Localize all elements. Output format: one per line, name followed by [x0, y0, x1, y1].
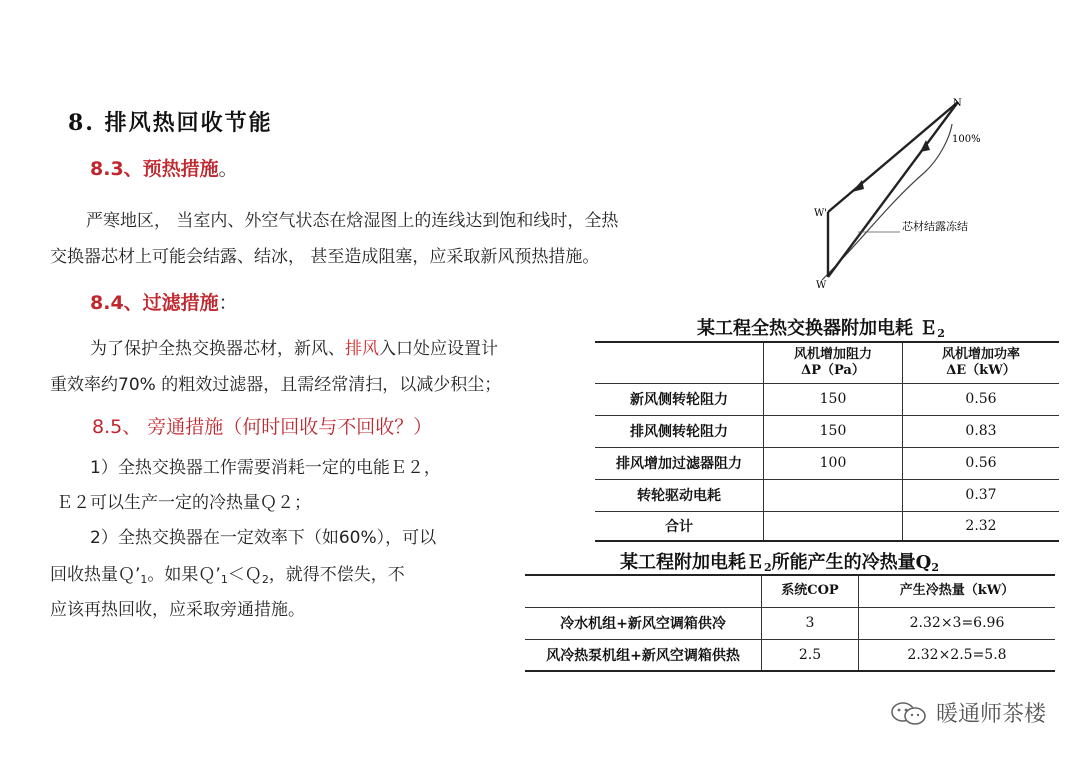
line4-sub1: 1	[140, 573, 148, 586]
t2-r0-cop: 3	[762, 607, 859, 639]
table-row	[595, 447, 1059, 479]
t1-r4-dp	[764, 511, 903, 541]
table2-caption	[620, 548, 939, 574]
section-8-3-title-tail: 。	[218, 158, 238, 180]
label-n: N	[953, 98, 962, 109]
section-8-5-line1: 1）全热交换器工作需要消耗一定的电能Ｅ２，	[90, 458, 441, 478]
section-8-4-title-tail: ：	[218, 292, 238, 314]
section-8-3-title-text: 8.3、预热措施	[90, 158, 219, 180]
t2-r0-label: 冷水机组+新风空调箱供冷	[525, 607, 762, 639]
line4-sub3: 2	[261, 573, 269, 586]
table2-caption-b: 所能产生的冷热量Q	[771, 552, 932, 573]
t1-r2-de: 0.56	[903, 447, 1060, 479]
t1-r4-de: 2.32	[903, 511, 1060, 541]
section-8-4-line1	[90, 331, 498, 367]
t2-col1: 系统COP	[762, 575, 859, 607]
line4-c: ＜Ｑ	[227, 565, 262, 585]
t2-r0-q: 2.32×3=6.96	[859, 607, 1056, 639]
t2-r1-label: 风冷热泵机组+新风空调箱供热	[525, 639, 762, 671]
line4-d: ，就得不偿失，不	[268, 565, 405, 585]
watermark-text: 暖通师茶楼	[935, 702, 1046, 727]
t1-r3-label: 转轮驱动电耗	[595, 479, 764, 511]
table1-caption-sub: 2	[937, 327, 945, 340]
table2-head-blank	[525, 575, 762, 607]
t1-col1-unit: ΔP（Pa）	[801, 362, 865, 378]
line4-a: 回收热量Ｑ’	[50, 565, 141, 585]
t1-r3-dp	[764, 479, 903, 511]
table1-header	[595, 342, 1059, 383]
table2-caption-sub1: 2	[764, 561, 772, 574]
table2	[525, 574, 1055, 672]
section-8-3-title	[90, 154, 238, 181]
table-row	[525, 639, 1055, 671]
t2-col2: 产生冷热量（kW）	[859, 575, 1056, 607]
t1-col2: 风机增加功率	[941, 346, 1020, 362]
table2-caption-sub2: 2	[931, 561, 939, 574]
t1-col2-unit: ΔE（kW）	[946, 362, 1016, 378]
t1-r1-label: 排风侧转轮阻力	[595, 415, 764, 447]
section-8-4-title	[90, 288, 238, 315]
label-wprime: W'	[814, 208, 828, 219]
section-8-4-line1-b: 入口处应设置计	[379, 339, 498, 359]
t1-r0-label: 新风侧转轮阻力	[595, 383, 764, 415]
table-row	[525, 607, 1055, 639]
table2-caption-a: 某工程附加电耗Ｅ	[620, 552, 764, 573]
section-8-4-line1-a: 为了保护全热交换器芯材，新风、	[90, 339, 345, 359]
t1-col1: 风机增加阻力	[793, 346, 872, 362]
section-8-3-line1: 严寒地区， 当室内、外空气状态在焓湿图上的连线达到饱和线时，全热	[86, 211, 619, 231]
t2-r1-q: 2.32×2.5=5.8	[859, 639, 1056, 671]
section-8-5-title: 8.5、 旁通措施（何时回收与不回收？）	[92, 416, 433, 438]
table-row	[595, 383, 1059, 415]
table-row	[595, 415, 1059, 447]
line4-b: 。如果Ｑ’	[147, 565, 221, 585]
table1-head-dp	[764, 342, 903, 383]
label-frost: 芯材结露冻结	[902, 220, 968, 233]
watermark	[889, 697, 1046, 728]
t1-r0-de: 0.56	[903, 383, 1060, 415]
t1-r0-dp: 150	[764, 383, 903, 415]
line4-sub2: 1	[220, 573, 228, 586]
table1	[595, 341, 1059, 542]
section-8-3-line2: 交换器芯材上可能会结露、结冰， 甚至造成阻塞，应采取新风预热措施。	[50, 247, 600, 267]
table1-caption-text: 某工程全热交换器附加电耗 Ｅ	[697, 318, 938, 339]
t1-r2-dp: 100	[764, 447, 903, 479]
page-title: 8. 排风热回收节能	[68, 110, 273, 136]
label-100: 100%	[952, 134, 981, 145]
wechat-icon	[889, 701, 929, 725]
table2-header	[525, 575, 1055, 607]
table-row	[595, 479, 1059, 511]
line-w-n	[828, 102, 958, 277]
section-8-4-title-text: 8.4、过滤措施	[90, 292, 219, 314]
section-8-5-line5: 应该再热回收，应采取旁通措施。	[50, 600, 305, 620]
t1-r2-label: 排风增加过滤器阻力	[595, 447, 764, 479]
arrow-1	[852, 180, 864, 192]
section-8-4-line2: 重效率约70% 的粗效过滤器，且需经常清扫，以减少积尘；	[50, 375, 502, 395]
section-8-5-line2: Ｅ２可以生产一定的冷热量Ｑ２；	[56, 493, 311, 513]
table-row	[595, 511, 1059, 541]
t1-r1-dp: 150	[764, 415, 903, 447]
psychrometric-diagram	[800, 92, 990, 297]
section-8-5-line3: 2）全热交换器在一定效率下（如60%），可以	[90, 528, 437, 548]
t1-r4-label: 合计	[595, 511, 764, 541]
t1-r1-de: 0.83	[903, 415, 1060, 447]
t1-r3-de: 0.37	[903, 479, 1060, 511]
table1-head-blank	[595, 342, 764, 383]
section-8-4-line1-red: 排风	[345, 339, 379, 359]
t2-r1-cop: 2.5	[762, 639, 859, 671]
label-w: W	[816, 280, 827, 291]
table1-caption	[697, 314, 945, 340]
table1-head-de	[903, 342, 1060, 383]
line-n-wprime	[828, 102, 958, 212]
